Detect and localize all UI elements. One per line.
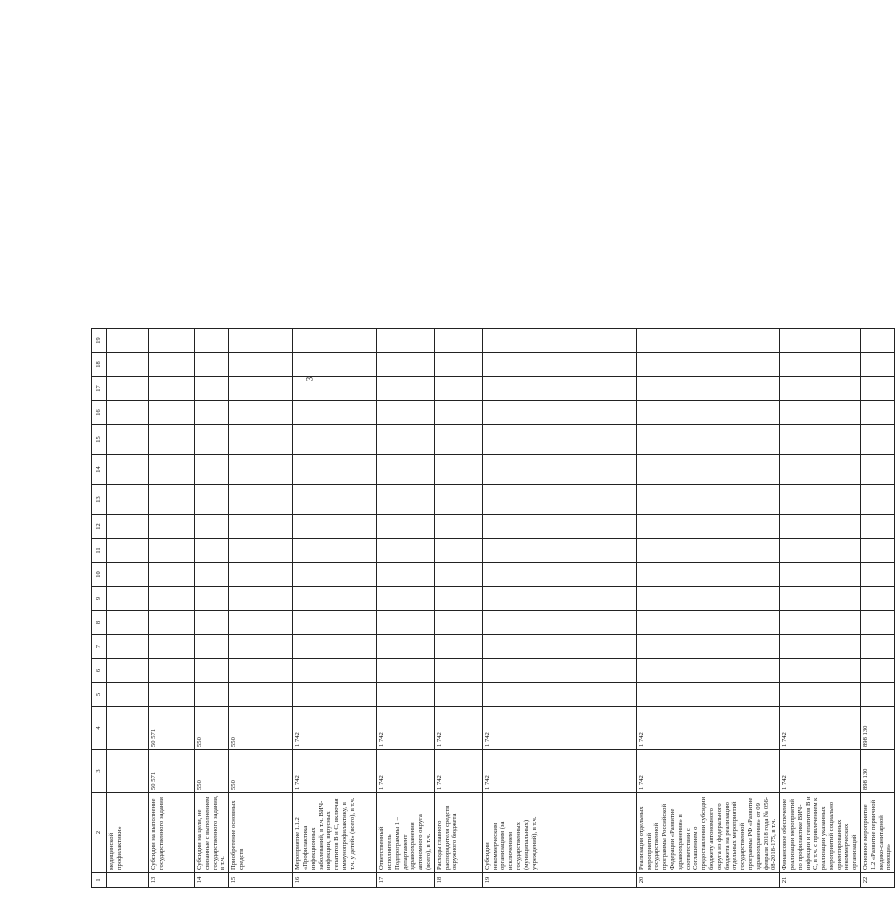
empty-cell bbox=[434, 401, 482, 425]
empty-cell bbox=[434, 377, 482, 401]
empty-cell bbox=[195, 329, 229, 353]
empty-cell bbox=[149, 635, 195, 659]
empty-cell bbox=[861, 485, 895, 515]
empty-cell bbox=[107, 683, 149, 707]
empty-cell bbox=[861, 611, 895, 635]
empty-cell bbox=[861, 515, 895, 539]
row-number: 17 bbox=[377, 873, 435, 888]
empty-cell bbox=[636, 563, 779, 587]
header-cell: 2 bbox=[92, 793, 107, 873]
empty-cell bbox=[861, 539, 895, 563]
value-cell: 1 742 bbox=[780, 707, 861, 750]
empty-cell bbox=[229, 377, 293, 401]
empty-cell bbox=[195, 683, 229, 707]
empty-cell bbox=[107, 425, 149, 455]
header-row bbox=[92, 329, 107, 888]
row-name: Мероприятие 1.1.2 «Профилактика инфекционных заболеваний, в т.ч. ВИЧ-инфекции, вирусных гепатитов В и С, включая иммунопрофилактику, в т.ч. у детей» (всего), в т.ч. bbox=[293, 793, 377, 873]
value-cell: 50 571 bbox=[149, 707, 195, 750]
empty-cell bbox=[861, 635, 895, 659]
value-cell: 1 742 bbox=[377, 750, 435, 793]
empty-cell bbox=[149, 425, 195, 455]
empty-cell bbox=[780, 683, 861, 707]
empty-cell bbox=[229, 353, 293, 377]
value-cell bbox=[107, 707, 149, 750]
empty-cell bbox=[482, 635, 636, 659]
empty-cell bbox=[293, 659, 377, 683]
value-cell: 550 bbox=[195, 707, 229, 750]
empty-cell bbox=[636, 455, 779, 485]
header-cell: 8 bbox=[92, 611, 107, 635]
row-name: Реализация отдельных мероприятий государственной программы Российской Федерации «Развитие здравоохранения» в соответствии с Соглашением о предоставлении субсидии бюджету автономного округа из федерального бюджета на реализацию отдельных мероприятий государственной программы РФ «Развитие здравоохранения» от 09 февраля 2018 года № 056-08-2018-175, в т.ч. bbox=[636, 793, 779, 873]
empty-cell bbox=[293, 455, 377, 485]
row-name: Субсидии на выполнение государственного задания bbox=[149, 793, 195, 873]
empty-cell bbox=[195, 587, 229, 611]
header-cell: 12 bbox=[92, 515, 107, 539]
empty-cell bbox=[482, 329, 636, 353]
empty-cell bbox=[293, 539, 377, 563]
empty-cell bbox=[482, 353, 636, 377]
empty-cell bbox=[293, 515, 377, 539]
empty-cell bbox=[861, 401, 895, 425]
empty-cell bbox=[107, 635, 149, 659]
empty-cell bbox=[377, 539, 435, 563]
empty-cell bbox=[780, 425, 861, 455]
empty-cell bbox=[482, 455, 636, 485]
empty-cell bbox=[107, 329, 149, 353]
empty-cell bbox=[195, 485, 229, 515]
empty-cell bbox=[861, 563, 895, 587]
value-cell: 1 742 bbox=[293, 750, 377, 793]
empty-cell bbox=[636, 635, 779, 659]
row-name: Приобретение основных средств bbox=[229, 793, 293, 873]
empty-cell bbox=[780, 611, 861, 635]
empty-cell bbox=[434, 659, 482, 683]
value-cell: 1 742 bbox=[636, 707, 779, 750]
empty-cell bbox=[434, 683, 482, 707]
row-number: 19 bbox=[482, 873, 636, 888]
empty-cell bbox=[229, 587, 293, 611]
empty-cell bbox=[636, 353, 779, 377]
value-cell: 550 bbox=[229, 707, 293, 750]
empty-cell bbox=[636, 659, 779, 683]
value-cell: 1 742 bbox=[636, 750, 779, 793]
value-cell: 550 bbox=[229, 750, 293, 793]
empty-cell bbox=[861, 353, 895, 377]
empty-cell bbox=[861, 455, 895, 485]
value-cell: 1 742 bbox=[434, 707, 482, 750]
row-number: 22 bbox=[861, 873, 895, 888]
empty-cell bbox=[293, 401, 377, 425]
header-cell: 14 bbox=[92, 455, 107, 485]
empty-cell bbox=[229, 659, 293, 683]
empty-cell bbox=[780, 563, 861, 587]
empty-cell bbox=[195, 611, 229, 635]
empty-cell bbox=[229, 635, 293, 659]
empty-cell bbox=[293, 683, 377, 707]
table-row bbox=[636, 329, 779, 888]
header-cell: 7 bbox=[92, 635, 107, 659]
header-cell: 15 bbox=[92, 425, 107, 455]
empty-cell bbox=[434, 635, 482, 659]
empty-cell bbox=[482, 611, 636, 635]
empty-cell bbox=[780, 377, 861, 401]
row-name: Субсидии некоммерческим организациям (за исключением государственных (муниципальных) учреждений), в т.ч. bbox=[482, 793, 636, 873]
empty-cell bbox=[482, 587, 636, 611]
value-cell: 1 742 bbox=[482, 750, 636, 793]
empty-cell bbox=[377, 563, 435, 587]
empty-cell bbox=[107, 377, 149, 401]
row-number: 14 bbox=[195, 873, 229, 888]
empty-cell bbox=[293, 611, 377, 635]
empty-cell bbox=[149, 683, 195, 707]
value-cell: 1 742 bbox=[434, 750, 482, 793]
header-cell: 5 bbox=[92, 683, 107, 707]
empty-cell bbox=[377, 401, 435, 425]
empty-cell bbox=[107, 353, 149, 377]
value-cell: 898 130 bbox=[861, 750, 895, 793]
empty-cell bbox=[229, 563, 293, 587]
header-cell: 1 bbox=[92, 873, 107, 888]
empty-cell bbox=[780, 353, 861, 377]
empty-cell bbox=[482, 563, 636, 587]
value-cell: 1 742 bbox=[482, 707, 636, 750]
empty-cell bbox=[229, 329, 293, 353]
table-row bbox=[434, 329, 482, 888]
empty-cell bbox=[861, 377, 895, 401]
header-cell: 13 bbox=[92, 485, 107, 515]
empty-cell bbox=[482, 425, 636, 455]
empty-cell bbox=[377, 635, 435, 659]
value-cell: 50 571 bbox=[149, 750, 195, 793]
empty-cell bbox=[229, 401, 293, 425]
empty-cell bbox=[434, 539, 482, 563]
empty-cell bbox=[149, 515, 195, 539]
empty-cell bbox=[195, 635, 229, 659]
header-cell: 10 bbox=[92, 563, 107, 587]
row-number: 16 bbox=[293, 873, 377, 888]
empty-cell bbox=[149, 329, 195, 353]
empty-cell bbox=[107, 485, 149, 515]
empty-cell bbox=[149, 455, 195, 485]
row-name: Субсидии на цели, не связанные с выполнением государственного задания, в т.ч. bbox=[195, 793, 229, 873]
empty-cell bbox=[861, 659, 895, 683]
empty-cell bbox=[861, 683, 895, 707]
empty-cell bbox=[195, 659, 229, 683]
header-cell: 9 bbox=[92, 587, 107, 611]
empty-cell bbox=[482, 377, 636, 401]
empty-cell bbox=[482, 539, 636, 563]
empty-cell bbox=[780, 659, 861, 683]
empty-cell bbox=[107, 659, 149, 683]
empty-cell bbox=[107, 539, 149, 563]
empty-cell bbox=[229, 515, 293, 539]
empty-cell bbox=[195, 539, 229, 563]
table-row bbox=[229, 329, 293, 888]
empty-cell bbox=[293, 563, 377, 587]
empty-cell bbox=[434, 515, 482, 539]
empty-cell bbox=[482, 401, 636, 425]
empty-cell bbox=[636, 485, 779, 515]
empty-cell bbox=[229, 611, 293, 635]
table-row bbox=[293, 329, 377, 888]
empty-cell bbox=[636, 683, 779, 707]
empty-cell bbox=[780, 635, 861, 659]
empty-cell bbox=[229, 539, 293, 563]
empty-cell bbox=[434, 563, 482, 587]
empty-cell bbox=[861, 587, 895, 611]
empty-cell bbox=[861, 329, 895, 353]
empty-cell bbox=[636, 539, 779, 563]
empty-cell bbox=[636, 611, 779, 635]
header-cell: 17 bbox=[92, 377, 107, 401]
empty-cell bbox=[149, 353, 195, 377]
empty-cell bbox=[434, 455, 482, 485]
header-cell: 4 bbox=[92, 707, 107, 750]
empty-cell bbox=[780, 485, 861, 515]
row-number: 13 bbox=[149, 873, 195, 888]
empty-cell bbox=[293, 353, 377, 377]
empty-cell bbox=[293, 329, 377, 353]
row-name: Расходы главного распорядителя средств окружного бюджета bbox=[434, 793, 482, 873]
table-row bbox=[195, 329, 229, 888]
page-number: 3 bbox=[304, 376, 315, 382]
empty-cell bbox=[377, 485, 435, 515]
empty-cell bbox=[861, 425, 895, 455]
empty-cell bbox=[149, 611, 195, 635]
row-number: 20 bbox=[636, 873, 779, 888]
empty-cell bbox=[636, 329, 779, 353]
value-cell: 550 bbox=[195, 750, 229, 793]
empty-cell bbox=[377, 455, 435, 485]
empty-cell bbox=[636, 377, 779, 401]
empty-cell bbox=[107, 563, 149, 587]
row-number: 21 bbox=[780, 873, 861, 888]
empty-cell bbox=[434, 353, 482, 377]
empty-cell bbox=[780, 515, 861, 539]
header-cell: 19 bbox=[92, 329, 107, 353]
empty-cell bbox=[229, 485, 293, 515]
empty-cell bbox=[149, 659, 195, 683]
empty-cell bbox=[780, 455, 861, 485]
table-row bbox=[861, 329, 895, 888]
empty-cell bbox=[377, 659, 435, 683]
empty-cell bbox=[107, 515, 149, 539]
empty-cell bbox=[293, 425, 377, 455]
empty-cell bbox=[195, 563, 229, 587]
empty-cell bbox=[482, 515, 636, 539]
row-name: медицинской профилактики» bbox=[107, 793, 149, 873]
empty-cell bbox=[434, 425, 482, 455]
row-name: Финансовое обеспечение реализации мероприятий по профилактике ВИЧ-инфекции и гепатитов В и С, в т.ч. с привлечением к реализации указанных мероприятий социально ориентированных некоммерческих организаций bbox=[780, 793, 861, 873]
row-name: Ответственный исполнитель Подпрограммы 1 – департамент здравоохранения автономного округа (всего), в т.ч. bbox=[377, 793, 435, 873]
empty-cell bbox=[149, 377, 195, 401]
empty-cell bbox=[195, 455, 229, 485]
value-cell: 898 130 bbox=[861, 707, 895, 750]
empty-cell bbox=[293, 635, 377, 659]
empty-cell bbox=[377, 683, 435, 707]
empty-cell bbox=[434, 587, 482, 611]
empty-cell bbox=[636, 401, 779, 425]
header-cell: 11 bbox=[92, 539, 107, 563]
empty-cell bbox=[149, 587, 195, 611]
empty-cell bbox=[377, 425, 435, 455]
empty-cell bbox=[149, 563, 195, 587]
empty-cell bbox=[195, 353, 229, 377]
empty-cell bbox=[195, 425, 229, 455]
empty-cell bbox=[434, 329, 482, 353]
empty-cell bbox=[229, 683, 293, 707]
empty-cell bbox=[482, 683, 636, 707]
table-row bbox=[149, 329, 195, 888]
table-row bbox=[780, 329, 861, 888]
empty-cell bbox=[149, 401, 195, 425]
empty-cell bbox=[107, 587, 149, 611]
empty-cell bbox=[377, 377, 435, 401]
empty-cell bbox=[780, 587, 861, 611]
header-cell: 18 bbox=[92, 353, 107, 377]
header-cell: 16 bbox=[92, 401, 107, 425]
empty-cell bbox=[377, 611, 435, 635]
empty-cell bbox=[780, 401, 861, 425]
empty-cell bbox=[482, 485, 636, 515]
value-cell: 1 742 bbox=[293, 707, 377, 750]
empty-cell bbox=[636, 587, 779, 611]
value-cell bbox=[107, 750, 149, 793]
header-cell: 6 bbox=[92, 659, 107, 683]
empty-cell bbox=[107, 611, 149, 635]
rotated-table-sheet bbox=[91, 8, 893, 888]
budget-table bbox=[91, 328, 895, 888]
empty-cell bbox=[107, 455, 149, 485]
empty-cell bbox=[377, 353, 435, 377]
empty-cell bbox=[293, 485, 377, 515]
empty-cell bbox=[195, 401, 229, 425]
table-row bbox=[107, 329, 149, 888]
row-number: 18 bbox=[434, 873, 482, 888]
empty-cell bbox=[636, 425, 779, 455]
empty-cell bbox=[482, 659, 636, 683]
empty-cell bbox=[149, 539, 195, 563]
empty-cell bbox=[434, 485, 482, 515]
table-row bbox=[482, 329, 636, 888]
header-cell: 3 bbox=[92, 750, 107, 793]
empty-cell bbox=[636, 515, 779, 539]
empty-cell bbox=[780, 539, 861, 563]
empty-cell bbox=[434, 611, 482, 635]
empty-cell bbox=[377, 515, 435, 539]
value-cell: 1 742 bbox=[377, 707, 435, 750]
empty-cell bbox=[149, 485, 195, 515]
empty-cell bbox=[195, 515, 229, 539]
row-number: 15 bbox=[229, 873, 293, 888]
empty-cell bbox=[293, 587, 377, 611]
empty-cell bbox=[780, 329, 861, 353]
empty-cell bbox=[195, 377, 229, 401]
table-row bbox=[377, 329, 435, 888]
row-name: Основное мероприятие 1.2 «Развитие первичной медико-санитарной помощи» bbox=[861, 793, 895, 873]
value-cell: 1 742 bbox=[780, 750, 861, 793]
empty-cell bbox=[107, 401, 149, 425]
empty-cell bbox=[229, 455, 293, 485]
empty-cell bbox=[229, 425, 293, 455]
row-number bbox=[107, 873, 149, 888]
empty-cell bbox=[377, 329, 435, 353]
empty-cell bbox=[377, 587, 435, 611]
